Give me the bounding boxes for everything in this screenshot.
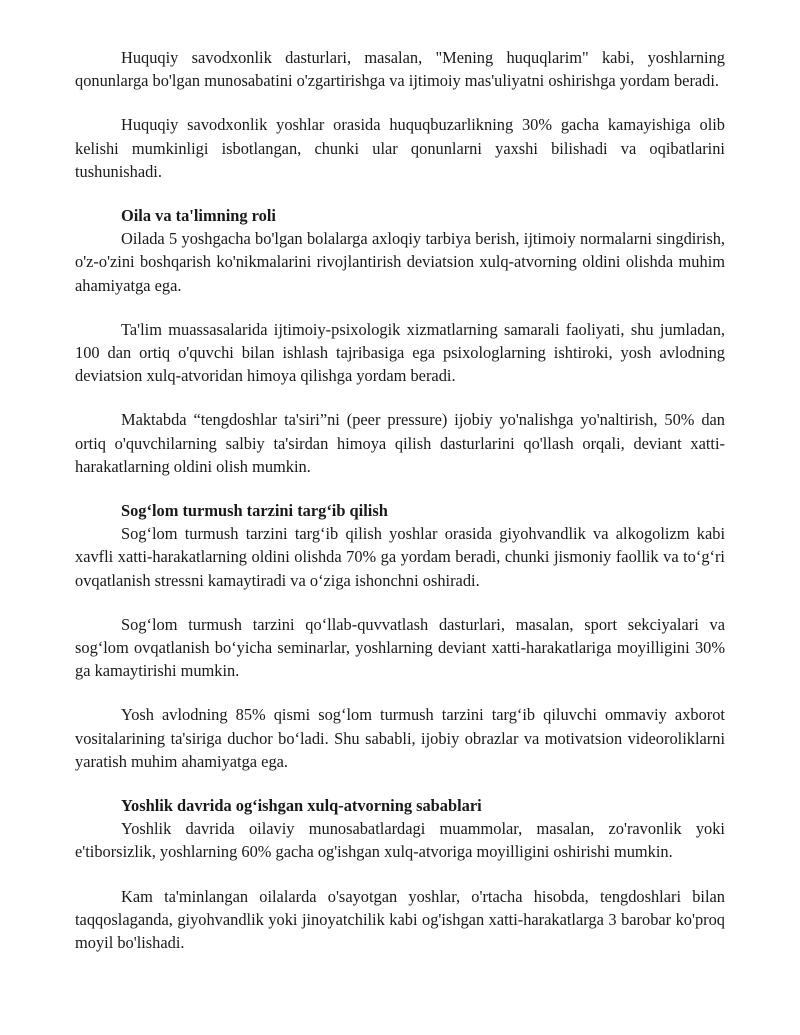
paragraph: Kam ta'minlangan oilalarda o'sayotgan yoshlar, o'rtacha hisobda, tengdoshlari bilan taqqoslaganda, giyohvandlik yoki jinoyatchilik kabi og'ishgan xatti-harakatlarga 3 barobar ko'proq moyil bo'lishadi.: [75, 886, 725, 953]
paragraph: Sog‘lom turmush tarzini targ‘ib qilish yoshlar orasida giyohvandlik va alkogolizm kabi xavfli xatti-harakatlarning oldini olishda 70% ga yordam beradi, chunki jismoniy faollik va to‘g‘ri ovqatlanish stressni kamaytiradi va o‘ziga ishonchni oshiradi.: [75, 524, 725, 590]
section-heading: Sog‘lom turmush tarzini targ‘ib qilish: [121, 501, 388, 521]
paragraph: Ta'lim muassasalarida ijtimoiy-psixologik xizmatlarning samarali faoliyati, shu jumladan, 100 dan ortiq o'quvchi bilan ishlash tajribasiga ega psixologlarning ishtiroki, yosh avlodning deviatsion xulq-atvoridan himoya qilishga yordam beradi.: [75, 319, 725, 386]
document-page: [75, 46, 725, 954]
paragraph: Maktabda “tengdoshlar ta'siri”ni (peer pressure) ijobiy yo'nalishga yo'naltirish, 50% dan ortiq o'quvchilarning salbiy ta'sirdan himoya qilish dasturlarini qo'llash orqali, deviant xatti-harakatlarning oldini olish mumkin.: [75, 410, 725, 476]
paragraph: Yoshlik davrida oilaviy munosabatlardagi muammolar, masalan, zo'ravonlik yoki e'tiborsizlik, yoshlarning 60% gacha og'ishgan xulq-atvoriga moyilligini oshirishi mumkin.: [75, 819, 725, 862]
paragraph: Sog‘lom turmush tarzini qo‘llab-quvvatlash dasturlari, masalan, sport sekciyalari va sog‘lom ovqatlanish bo‘yicha seminarlar, yoshlarning deviant xatti-harakatlariga moyilligini 30% ga kamaytirishi mumkin.: [75, 614, 725, 681]
paragraph: Huquqiy savodxonlik dasturlari, masalan, "Mening huquqlarim" kabi, yoshlarning qonunlarga bo'lgan munosabatini o'zgartirishga va ijtimoiy mas'uliyatni oshirishga yordam beradi.: [75, 48, 725, 91]
paragraph: Yosh avlodning 85% qismi sog‘lom turmush tarzini targ‘ib qiluvchi ommaviy axborot vositalarining ta'siriga duchor bo‘ladi. Shu sababli, ijobiy obrazlar va motivatsion videoroliklarni yaratish muhim ahamiyatga ega.: [75, 705, 725, 771]
section-heading: Yoshlik davrida og‘ishgan xulq-atvorning sabablari: [121, 796, 482, 816]
paragraph: Huquqiy savodxonlik yoshlar orasida huquqbuzarlikning 30% gacha kamayishiga olib kelishi mumkinligi isbotlangan, chunki ular qonunlarni yaxshi bilishadi va oqibatlarini tushunishadi.: [75, 115, 725, 181]
section-heading: Oila va ta'limning roli: [121, 206, 276, 226]
paragraph: Oilada 5 yoshgacha bo'lgan bolalarga axloqiy tarbiya berish, ijtimoiy normalarni singdirish, o'z-o'zini boshqarish ko'nikmalarini rivojlantirish deviatsion xulq-atvorning oldini olishda muhim ahamiyatga ega.: [75, 229, 725, 295]
